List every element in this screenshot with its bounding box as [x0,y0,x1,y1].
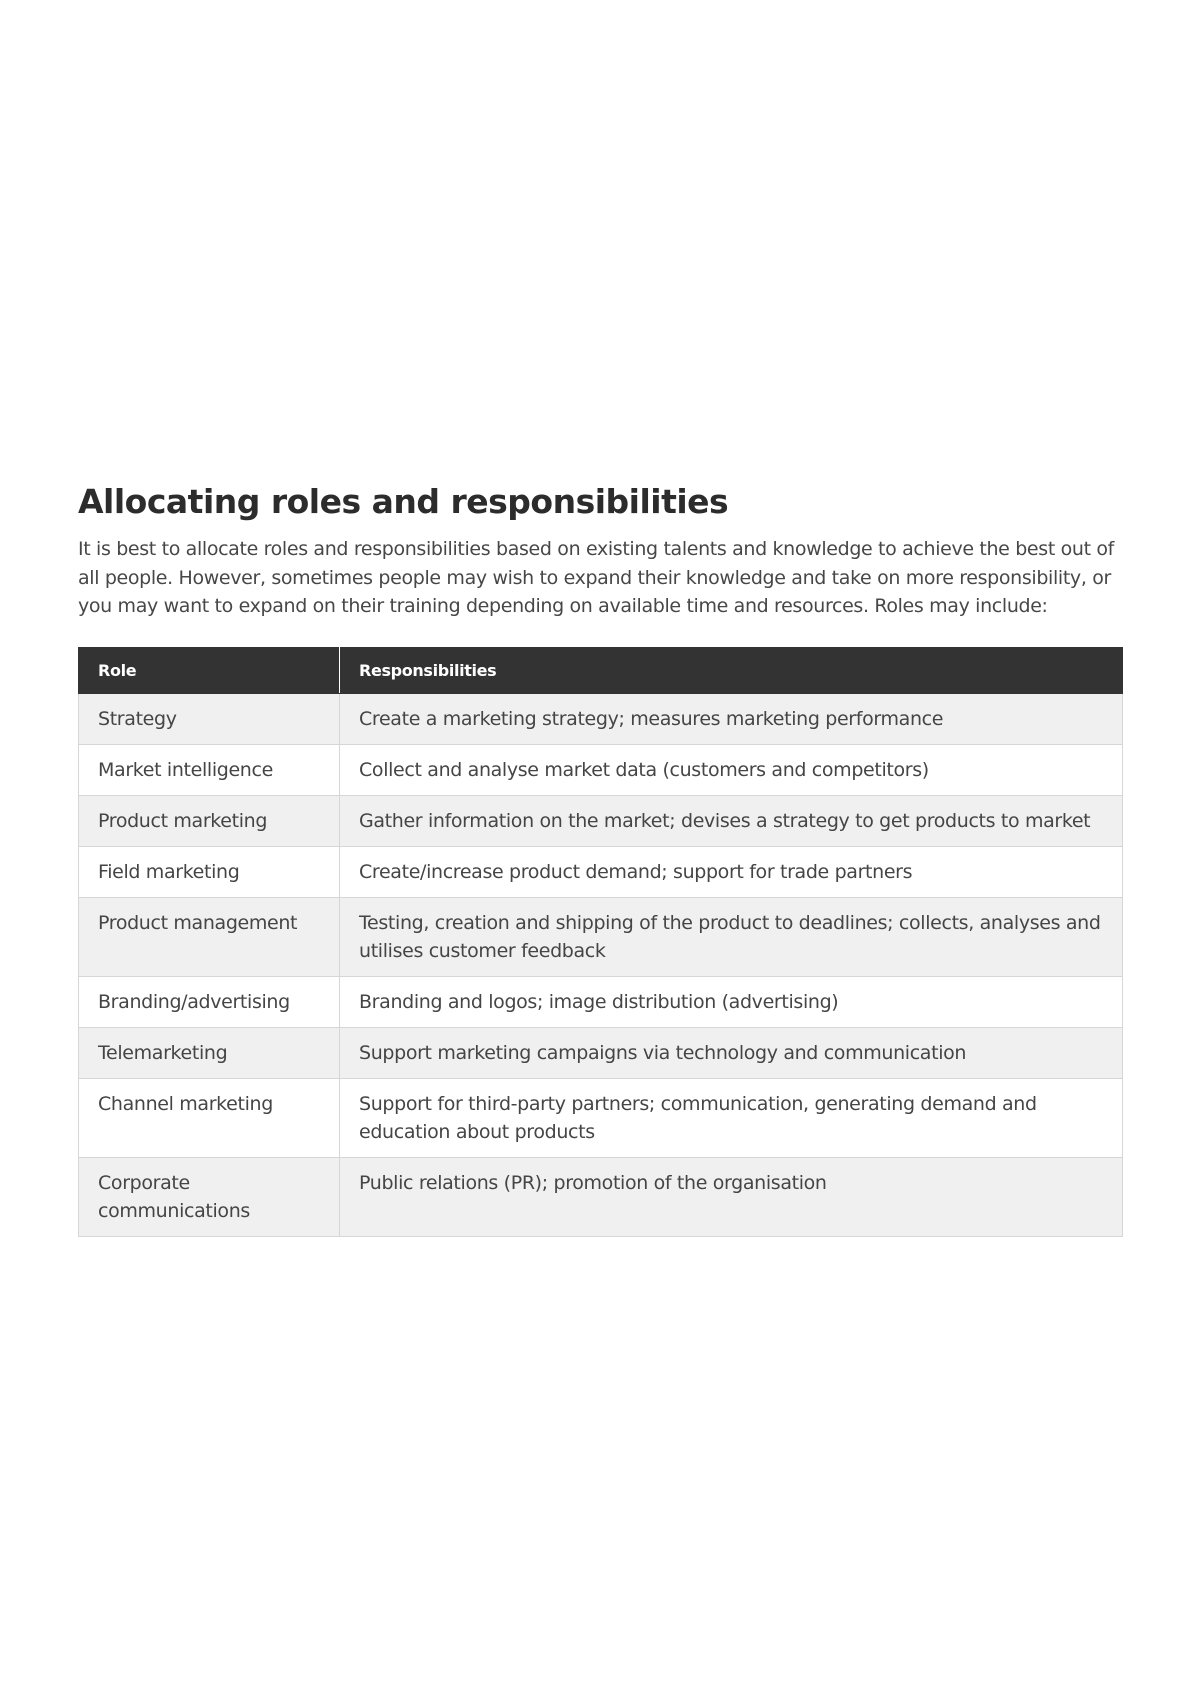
table-row [79,693,1123,744]
table-row [79,1078,1123,1157]
responsibilities-cell: Support for third-party partners; communication, generating demand and education about products [340,1078,1123,1157]
responsibilities-cell: Testing, creation and shipping of the product to deadlines; collects, analyses and utilises customer feedback [340,897,1123,976]
intro-paragraph: It is best to allocate roles and responsibilities based on existing talents and knowledge to achieve the best out of all people. However, sometimes people may wish to expand their knowledge and take on more responsibility, or you may want to expand on their training depending on available time and resources. Roles may include: [78,538,1114,617]
responsibilities-cell: Gather information on the market; devises a strategy to get products to market [340,795,1123,846]
role-cell: Strategy [79,693,340,744]
responsibilities-cell: Collect and analyse market data (customers and competitors) [340,744,1123,795]
responsibilities-cell: Support marketing campaigns via technology and communication [340,1027,1123,1078]
responsibilities-cell: Create a marketing strategy; measures marketing performance [340,693,1123,744]
page-title: Allocating roles and responsibilities [78,482,729,521]
role-cell: Field marketing [79,846,340,897]
table-body [79,693,1123,1236]
role-cell: Corporate communications [79,1157,340,1236]
column-header-responsibilities: Responsibilities [340,647,1123,693]
role-cell: Branding/advertising [79,976,340,1027]
table-row [79,744,1123,795]
table-row [79,795,1123,846]
responsibilities-cell: Branding and logos; image distribution (advertising) [340,976,1123,1027]
document-content [78,480,1122,1237]
table-row [79,846,1123,897]
column-header-role: Role [79,647,340,693]
table-row [79,1027,1123,1078]
role-cell: Product marketing [79,795,340,846]
responsibilities-cell: Public relations (PR); promotion of the organisation [340,1157,1123,1236]
role-cell: Market intelligence [79,744,340,795]
roles-table [78,647,1123,1237]
table-header-row [79,647,1123,693]
table-row [79,1157,1123,1236]
table-row [79,976,1123,1027]
role-cell: Channel marketing [79,1078,340,1157]
role-cell: Product management [79,897,340,976]
role-cell: Telemarketing [79,1027,340,1078]
responsibilities-cell: Create/increase product demand; support for trade partners [340,846,1123,897]
table-row [79,897,1123,976]
